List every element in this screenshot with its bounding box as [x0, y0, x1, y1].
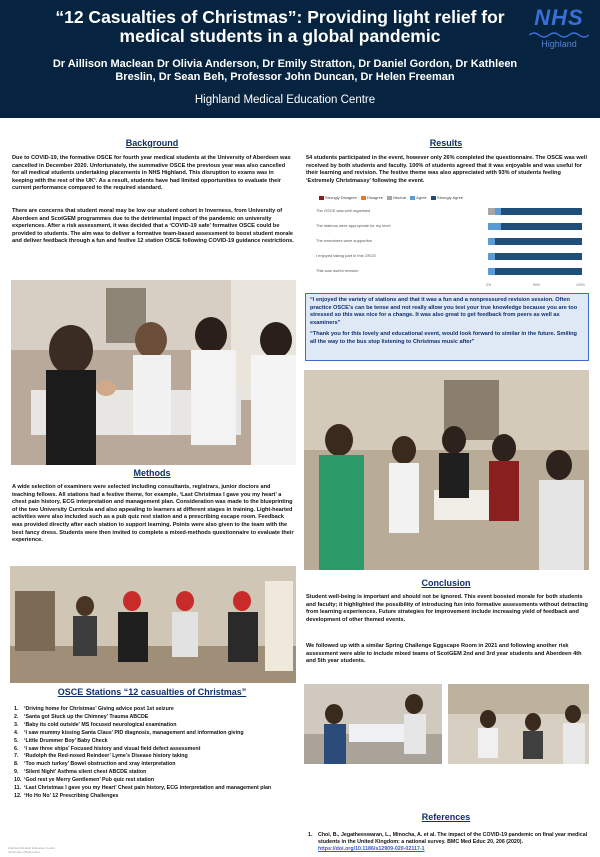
list-item [14, 730, 294, 738]
chart-category-label: I enjoyed taking part in this OSCE [316, 253, 377, 258]
axis-tick-label: 0% [486, 283, 492, 287]
chart-bar-segment [495, 238, 582, 245]
chart-bar-segment [495, 253, 582, 260]
poster-header [0, 0, 600, 118]
chart-category-label: The stations were appropriate for my level [316, 223, 391, 228]
conclusion-paragraph-2: We followed up with a similar Spring Challenge Eggscape Room in 2021 and following another risk assessment were able to include mixed teams of ScotGEM 2nd and 3rd year students and Aberdeen 4th and 5th year students. [306, 643, 582, 665]
station-text: ‘Rudolph the Red-nosed Reindeer’ Lyme’s Disease history taking [24, 753, 188, 760]
station-number: 6. [14, 745, 19, 752]
legend-swatch-3 [410, 196, 415, 200]
list-item [14, 714, 294, 722]
conclusion-heading: Conclusion [421, 578, 471, 588]
station-number: 11. [14, 785, 22, 792]
station-text: ‘Little Drummer Boy’ Baby Check [24, 737, 108, 744]
station-number: 2. [14, 713, 19, 720]
legend-swatch-0 [319, 196, 324, 200]
institution-name: Highland Medical Education Centre [194, 94, 376, 106]
station-number: 3. [14, 721, 19, 728]
station-text: ‘Silent Night’ Asthma silent chest ABCDE station [24, 769, 147, 776]
chart-category-label: This was useful revision [316, 268, 359, 273]
chart-row [316, 222, 584, 232]
chart-row [316, 237, 584, 247]
legend-label: Neutral [393, 195, 406, 200]
nhs-highland-logo [528, 6, 590, 49]
methods-paragraph: A wide selection of examiners were selected including consultants, registrars, junior doctors and teaching fellows. All stations had a festive theme, for example, ‘Last Christmas I gave you my heart’ a chest pain history, ECG interpretation and management plan. Consideration was made to the blueprinting of the two University Curricula and also appealing to learners at different stages in training. Light-hearted activities were also included such as a pub quiz rest station and a prescribing escape room. Feedback was provided directly after each station to support learning. Points were also given to the team with the best fancy dress. Students were then invited to complete a mixed-methods questionnaire to evaluate their experience. [12, 484, 294, 544]
station-text: ‘God rest ye Merry Gentlemen’ Pub quiz rest station [24, 777, 155, 784]
background-paragraph-1: Due to COVID-19, the formative OSCE for fourth year medical students at the University of Aberdeen was cancelled in December 2020. Unfortunately, the summative OSCE the previous year was also cancelled for all medical students undertaking placements in NHS Highland. This disruption to exams was in keeping with the rest of the UK¹. As a result, students have had limited opportunities to evaluate their current performance compared to the required standard. [12, 155, 291, 192]
station-number: 12. [14, 792, 22, 799]
station-text: ‘Baby its cold outside’ MS focused neurological examination [24, 721, 177, 728]
background-paragraph-2: There are concerns that student moral may be low our student cohort in Inverness, from University of Aberdeen and ScotGEM programmes due to the detrimental impact of the pandemic on university experiences. After a risk assessment, it was decided that a ‘COVID-19 safe’ formative OSCE could be provided to students. The aim was to deliver a formative team-based assessment to boost student morale and deliver feedback through a fun and festive 12 station OSCE following COVID-19 guidance restrictions. [12, 208, 294, 245]
station-text: ‘Too much turkey’ Bowel obstruction and xray interpretation [24, 761, 176, 768]
methods-heading: Methods [133, 468, 171, 478]
chart-bar-segment [501, 208, 582, 215]
axis-tick-label: 100% [576, 283, 585, 287]
chart-row [316, 252, 584, 262]
student-quote-1: “I enjoyed the variety of stations and that it was a fun and a nonpressured revision session. Often practice OSCE’s can be tense and not really allow you test your true knowledge because you are too stressed so this was nice for a change. It was also great to get feedback from peers as well as examiners” [310, 297, 578, 326]
list-item [14, 753, 294, 761]
chart-category-label: The OSCE was well organised [316, 208, 371, 213]
poster-title: “12 Casualties of Christmas”: Providing light relief for medical students in a global pandemic [55, 7, 505, 46]
results-heading: Results [429, 138, 463, 148]
chart-bar-segment [488, 253, 495, 260]
legend-label: Disagree [366, 195, 383, 200]
student-quote-2: “Thank you for this lovely and educational event, would look forward to similar in the future. Smiling all the way to the bus stop listening to Christmas music after” [310, 331, 577, 345]
station-text: ‘Last Christmas I gave you my Heart’ Chest pain history, ECG interpretation and management plan [24, 785, 272, 792]
chart-row [316, 207, 584, 217]
legend-label: Strongly Disagree [325, 195, 357, 200]
chart-bar-segment [501, 223, 582, 230]
station-number: 4. [14, 729, 19, 736]
legend-swatch-2 [387, 196, 392, 200]
legend-label: Agree [416, 195, 427, 200]
legend-label: Strongly Agree [436, 195, 464, 200]
station-text: ‘Driving home for Christmas’ Giving advice post 1st seizure [24, 706, 174, 712]
chart-bar-segment [488, 208, 495, 215]
footer-note [8, 846, 55, 854]
chart-legend [316, 195, 463, 200]
photo-clinical-station [11, 280, 296, 465]
legend-swatch-1 [361, 196, 366, 200]
poster-authors: Dr Aillison Maclean Dr Olivia Anderson, Dr Emily Stratton, Dr Daniel Gordon, Dr Kathleen Breslin, Dr Sean Beh, Professor John Duncan, Dr Helen Freeman [52, 58, 518, 83]
chart-bar-stack [488, 208, 582, 215]
footer-line-1: Highland Medical Education Centre [8, 846, 56, 850]
list-item [14, 746, 294, 754]
chart-bar-segment [488, 268, 495, 275]
conclusion-paragraph-1: Student well-being is important and should not be ignored. This event boosted morale for both students and faculty; it highlighted the possibility of introducing fun into formative assessments without detracting from learning experiences. Future strategies for improvement include increasing yield of feedback and development of other themed events. [306, 594, 588, 623]
station-text: ‘Ho Ho No’ 12 Prescribing Challenges [24, 792, 119, 799]
station-number: 8. [14, 761, 19, 768]
station-number: 5. [14, 737, 19, 744]
photo-pub-quiz-station [448, 684, 589, 764]
chart-bar-stack [488, 253, 582, 260]
student-quotes-box [305, 293, 589, 361]
chart-row [316, 267, 584, 277]
reference-doi-link[interactable]: https://doi.org/10.1186/s12909-020-02117-1 [318, 846, 425, 852]
nhs-logo-org: Highland [541, 39, 577, 49]
background-heading: Background [125, 138, 179, 148]
chart-category-label: The examiners were supportive [316, 238, 372, 243]
photo-baby-check-station [304, 370, 589, 570]
likert-chart [308, 193, 588, 291]
chart-bar-segment [495, 268, 582, 275]
station-text: ‘Santa got Stuck up the Chimney’ Trauma ABCDE [24, 713, 149, 720]
references-heading: References [421, 812, 471, 822]
station-text: ‘I saw mummy kissing Santa Claus’ PID diagnosis, management and information giving [24, 729, 244, 736]
axis-tick-label: 50% [533, 283, 541, 287]
chart-bar-stack [488, 268, 582, 275]
osce-stations-heading: OSCE Stations “12 casualties of Christmas” [57, 687, 247, 697]
results-paragraph: 54 students participated in the event, however only 26% completed the questionnaire. The OSCE was well received by both students and faculty. 100% of students agreed that it was enjoyable and was useful for their learning and revision. The festive theme was also appreciated with 93% of students feeling ‘Extremely Christmassy’ following the event. [306, 155, 588, 184]
reference-item [308, 832, 588, 853]
station-number: 7. [14, 753, 19, 760]
station-number: 1. [14, 706, 19, 712]
chart-bar-stack [488, 238, 582, 245]
station-number: 10. [14, 777, 22, 784]
photo-trauma-station [304, 684, 442, 764]
chart-bar-segment [488, 223, 501, 230]
list-item [14, 793, 294, 801]
station-text: ‘I saw three ships’ Focused history and visual field defect assessment [24, 745, 201, 752]
footer-line-2: Christmas OSCE poster [8, 850, 41, 854]
list-item [14, 785, 294, 793]
photo-station-room [10, 566, 296, 683]
chart-bar-segment [488, 238, 495, 245]
chart-bar-segment [495, 208, 502, 215]
reference-text: Choi, B., Jegatheeswaran, L., Minocha, A. et al. The impact of the COVID-19 pandemic on final year medical students in the United Kingdom: a national survey. BMC Med Educ 20, 206 (2020). [318, 832, 588, 845]
list-item [14, 706, 294, 714]
osce-station-list [14, 706, 294, 801]
reference-number: 1. [308, 832, 313, 838]
chart-bar-stack [488, 223, 582, 230]
list-item [14, 722, 294, 730]
list-item [14, 738, 294, 746]
legend-swatch-4 [431, 196, 436, 200]
station-number: 9. [14, 769, 19, 776]
list-item [14, 777, 294, 785]
list-item [14, 761, 294, 769]
nhs-logo-mark: NHS [534, 5, 584, 30]
list-item [14, 769, 294, 777]
nhs-logo-waves-icon [529, 31, 589, 39]
